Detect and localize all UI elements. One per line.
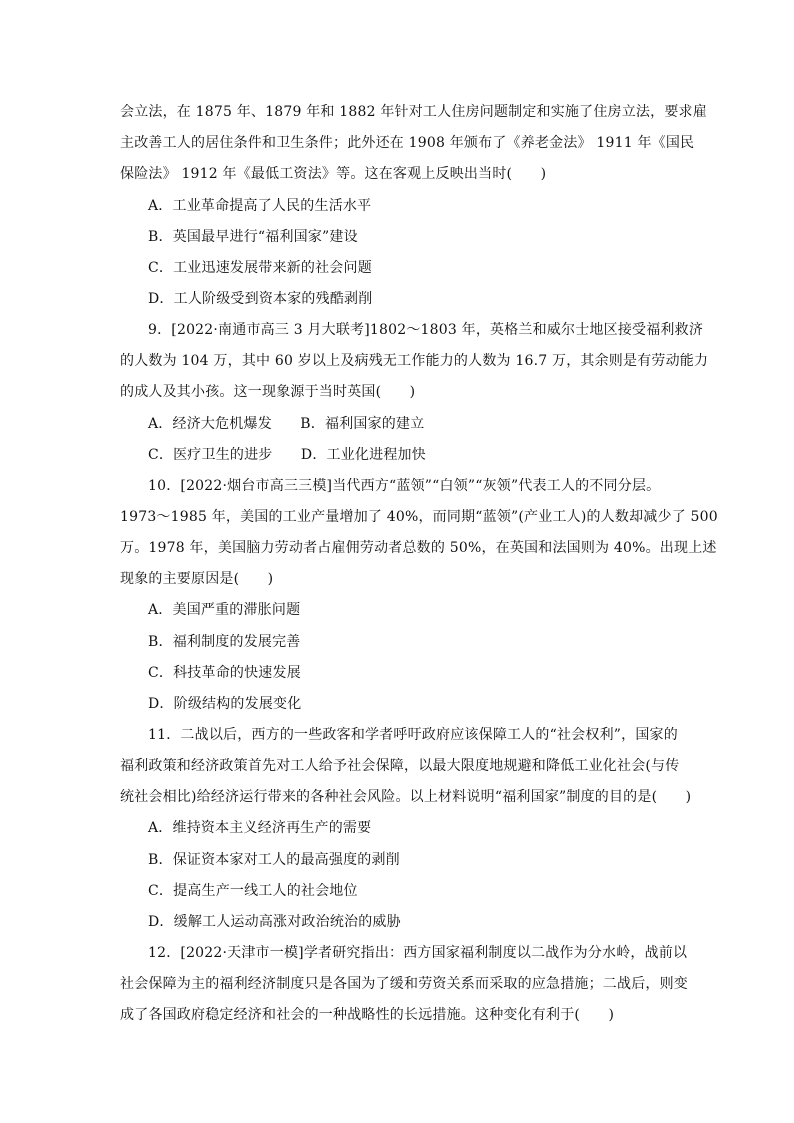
q11-option-a: A．维持资本主义经济再生产的需要 bbox=[148, 820, 372, 836]
q8-stem-line-1: 会立法，在 1875 年、1879 年和 1882 年针对工人住房问题制定和实施了住房立法，要求雇 bbox=[120, 104, 707, 120]
q8-option-d: D．工人阶级受到资本家的残酷剥削 bbox=[148, 291, 373, 307]
q8-option-c: C．工业迅速发展带来新的社会问题 bbox=[148, 260, 372, 276]
q10-option-d: D．阶级结构的发展变化 bbox=[148, 696, 302, 712]
q10-option-c: C．科技革命的快速发展 bbox=[148, 665, 301, 681]
q8-option-b: B．英国最早进行“福利国家”建设 bbox=[148, 229, 358, 245]
q11-option-b: B．保证资本家对工人的最高强度的剥削 bbox=[148, 852, 400, 868]
q12-stem-line-1: 12．[2022·天津市一模]学者研究指出：西方国家福利制度以二战作为分水岭，战前以 bbox=[148, 945, 688, 961]
q10-option-a: A．美国严重的滞胀问题 bbox=[148, 602, 301, 618]
q9-stem-line-2: 的人数为 104 万，其中 60 岁以上及病残无工作能力的人数为 16.7 万，其余则是有劳动能力 bbox=[120, 353, 709, 369]
q12-stem-line-2: 社会保障为主的福利经济制度只是各国为了缓和劳资关系而采取的应急措施；二战后，则变 bbox=[120, 976, 688, 992]
q11-option-d: D．缓解工人运动高涨对政治统治的威胁 bbox=[148, 914, 401, 930]
q11-stem-line-3: 统社会相比)给经济运行带来的各种社会风险。以上材料说明“福利国家”制度的目的是( ) bbox=[120, 789, 692, 805]
q8-stem-line-3: 保险法》 1912 年《最低工资法》等。这在客观上反映出当时( ) bbox=[120, 166, 547, 182]
q10-stem-line-2: 1973～1985 年，美国的工业产量增加了 40%，而同期“蓝领”(产业工人)的人数却减少了 500 bbox=[120, 509, 718, 525]
q10-stem-line-4: 现象的主要原因是( ) bbox=[120, 571, 274, 587]
q12-stem-line-3: 成了各国政府稳定经济和社会的一种战略性的长远措施。这种变化有利于( ) bbox=[120, 1007, 615, 1023]
q8-option-a: A．工业革命提高了人民的生活水平 bbox=[148, 198, 372, 214]
q8-stem-line-2: 主改善工人的居住条件和卫生条件；此外还在 1908 年颁布了《养老金法》 1911 年《国民 bbox=[120, 135, 695, 151]
q11-stem-line-2: 福利政策和经济政策首先对工人给予社会保障，以最大限度地规避和降低工业化社会(与传 bbox=[120, 758, 680, 774]
q9-options-cd: C．医疗卫生的进步 D．工业化进程加快 bbox=[148, 447, 426, 463]
q11-stem-line-1: 11．二战以后，西方的一些政客和学者呼吁政府应该保障工人的“社会权利”，国家的 bbox=[148, 727, 678, 743]
q10-stem-line-3: 万。1978 年，美国脑力劳动者占雇佣劳动者总数的 50%，在英国和法国则为 40%。出现上述 bbox=[120, 540, 717, 556]
q10-stem-line-1: 10．[2022·烟台市高三三模]当代西方“蓝领”“白领”“灰领”代表工人的不同分层。 bbox=[148, 478, 661, 494]
q9-stem-line-1: 9．[2022·南通市高三 3 月大联考]1802～1803 年，英格兰和威尔士地区接受福利救济 bbox=[148, 322, 704, 338]
q9-stem-line-3: 的成人及其小孩。这一现象源于当时英国( ) bbox=[120, 384, 416, 400]
q9-options-ab: A．经济大危机爆发 B．福利国家的建立 bbox=[148, 416, 425, 432]
q10-option-b: B．福利制度的发展完善 bbox=[148, 634, 301, 650]
q11-option-c: C．提高生产一线工人的社会地位 bbox=[148, 883, 358, 899]
